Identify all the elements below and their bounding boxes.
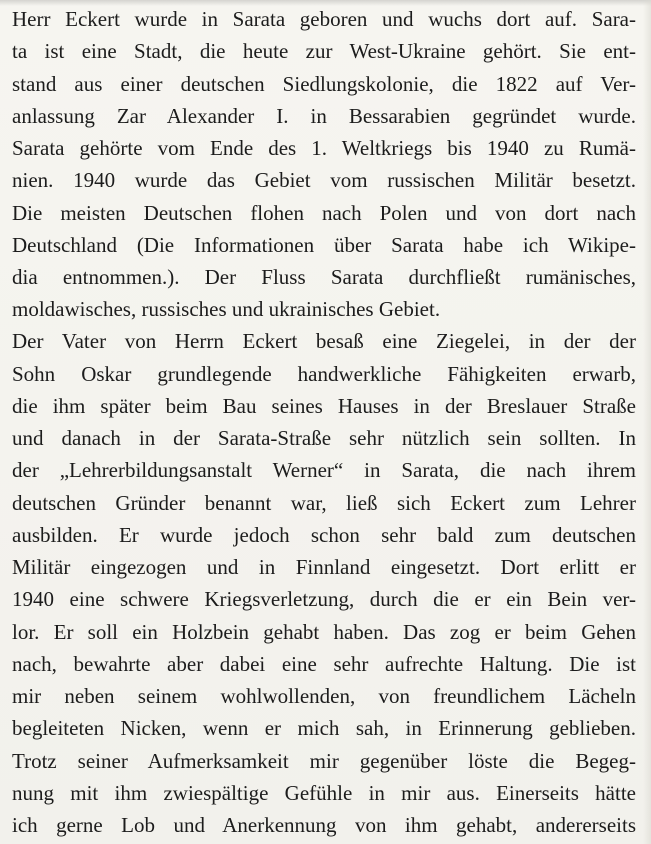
text-line: der „Lehrerbildungsanstalt Werner“ in Sarata, die nach ihrem: [12, 458, 636, 482]
text-line: stand aus einer deutschen Siedlungskolonie, die 1822 auf Ver-: [12, 72, 636, 96]
text-line: und danach in der Sarata-Straße sehr nützlich sein sollten. In: [12, 426, 636, 450]
text-line: nach, bewahrte aber dabei eine sehr aufrechte Haltung. Die ist: [12, 652, 636, 676]
text-line: Militär eingezogen und in Finnland eingesetzt. Dort erlitt er: [12, 555, 636, 579]
text-line: Sarata gehörte vom Ende des 1. Weltkriegs bis 1940 zu Rumä-: [12, 136, 636, 160]
text-line: Trotz seiner Aufmerksamkeit mir gegenüber löste die Begeg-: [12, 749, 636, 773]
text-line: ta ist eine Stadt, die heute zur West-Ukraine gehört. Sie ent-: [12, 39, 636, 63]
text-line: Sohn Oskar grundlegende handwerkliche Fähigkeiten erwarb,: [12, 362, 636, 386]
text-line: 1940 eine schwere Kriegsverletzung, durch die er ein Bein ver-: [12, 587, 636, 611]
text-line: mir neben seinem wohlwollenden, von freundlichem Lächeln: [12, 684, 636, 708]
text-line: ausbilden. Er wurde jedoch schon sehr bald zum deutschen: [12, 523, 636, 547]
scan-right-edge: [643, 0, 651, 844]
text-line: lor. Er soll ein Holzbein gehabt haben. Das zog er beim Gehen: [12, 620, 636, 644]
text-line: ich gerne Lob und Anerkennung von ihm gehabt, andererseits: [12, 813, 636, 837]
text-line: deutschen Gründer benannt war, ließ sich Eckert zum Lehrer: [12, 491, 636, 515]
text-line: die ihm später beim Bau seines Hauses in der Breslauer Straße: [12, 394, 636, 418]
text-line: anlassung Zar Alexander I. in Bessarabien gegründet wurde.: [12, 104, 636, 128]
text-line: dia entnommen.). Der Fluss Sarata durchfließt rumänisches,: [12, 265, 636, 289]
text-line: Herr Eckert wurde in Sarata geboren und wuchs dort auf. Sara-: [12, 7, 636, 31]
text-line: Deutschland (Die Informationen über Sarata habe ich Wikipe-: [12, 233, 636, 257]
text-line: Der Vater von Herrn Eckert besaß eine Ziegelei, in der der: [12, 329, 636, 353]
text-line: moldawisches, russisches und ukrainisches Gebiet.: [12, 297, 441, 321]
text-line: nien. 1940 wurde das Gebiet vom russischen Militär besetzt.: [12, 168, 636, 192]
text-line: Die meisten Deutschen flohen nach Polen und von dort nach: [12, 201, 636, 225]
text-line: begleiteten Nicken, wenn er mich sah, in Erinnerung geblieben.: [12, 716, 636, 740]
text-line: nung mit ihm zwiespältige Gefühle in mir aus. Einerseits hätte: [12, 781, 636, 805]
